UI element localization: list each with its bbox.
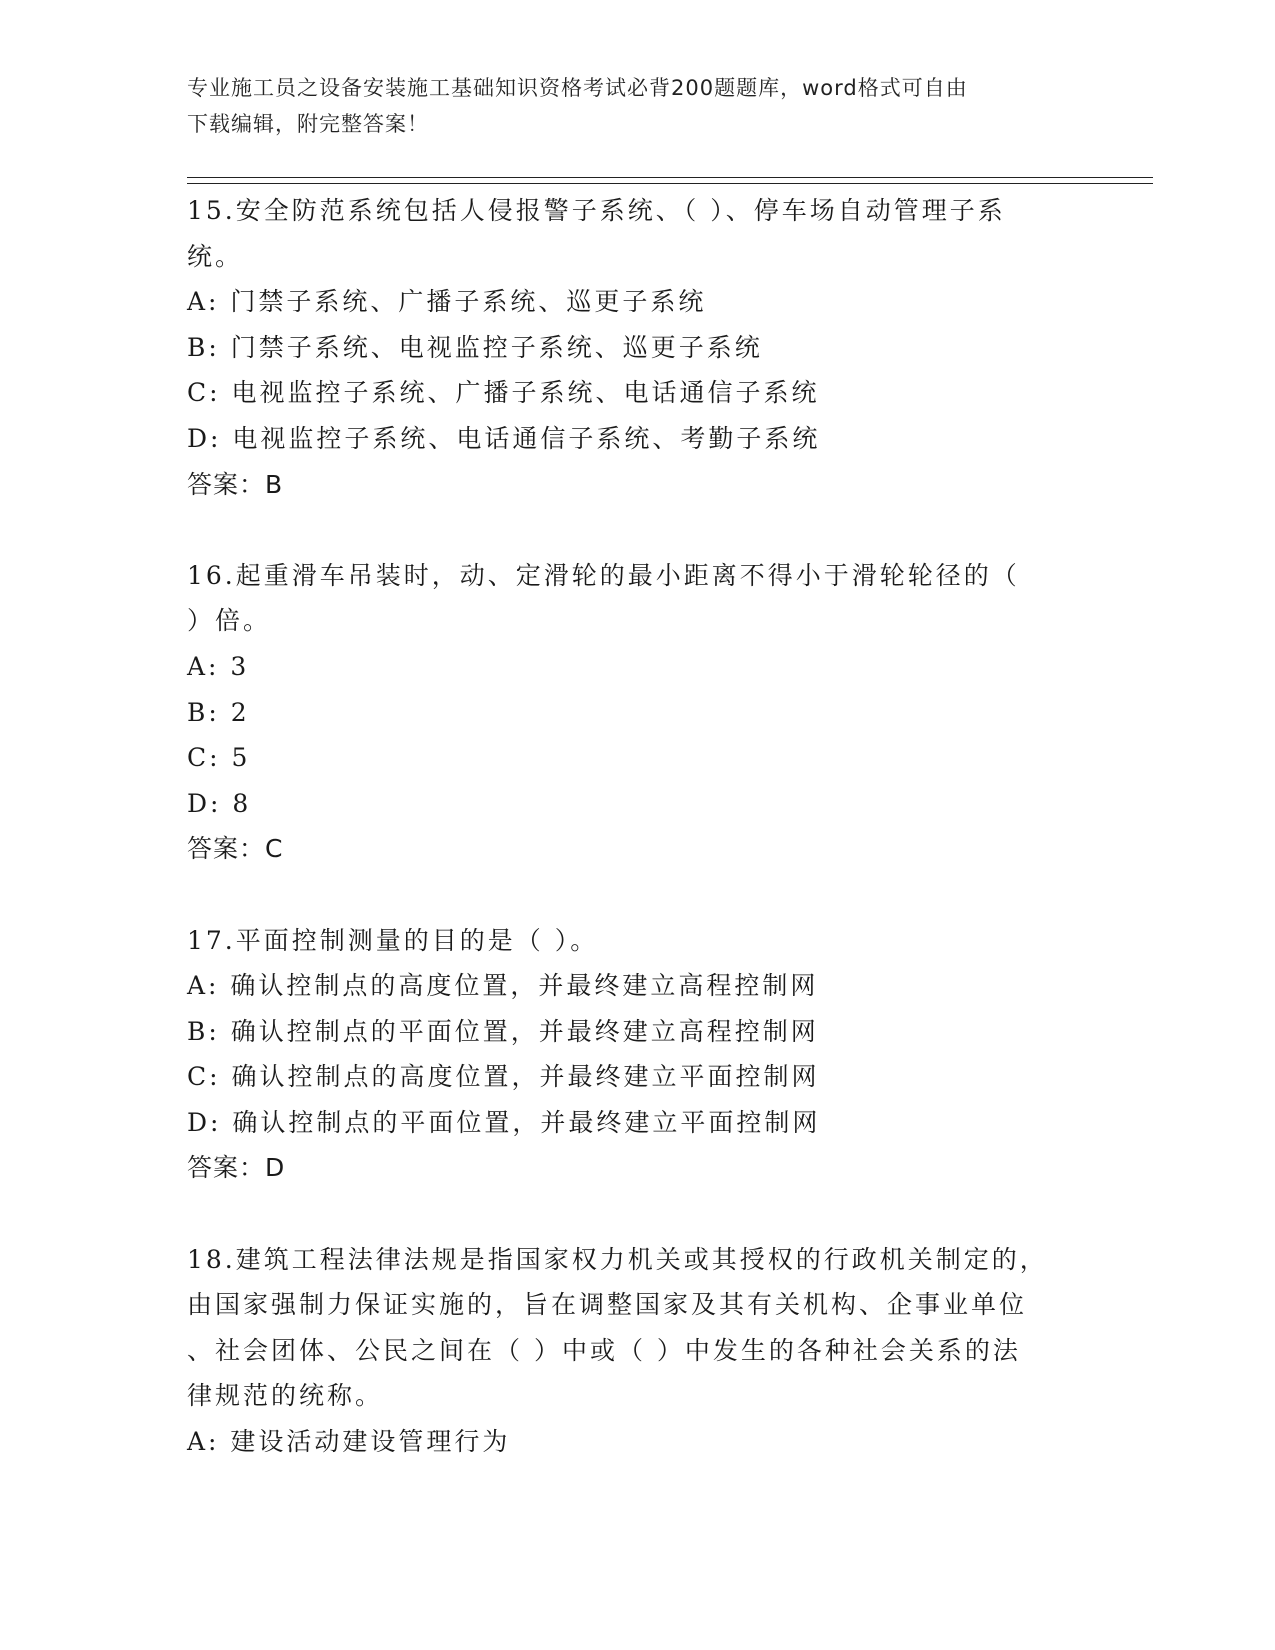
header-title-line-1: 专业施工员之设备安装施工基础知识资格考试必背200题题库，word格式可自由	[187, 76, 968, 100]
question-15	[187, 188, 1087, 507]
answer-label: 答案：B	[187, 469, 284, 499]
question-stem: 律规范的统称。	[187, 1381, 384, 1411]
question-list	[187, 188, 1087, 1465]
question-17	[187, 918, 1087, 1192]
option-b: B: 2	[187, 697, 250, 727]
question-stem: 17.平面控制测量的目的是（ ）。	[187, 925, 599, 955]
header-divider-bottom	[187, 183, 1153, 184]
answer-label: 答案：D	[187, 1153, 286, 1183]
option-a: A: 建设活动建设管理行为	[187, 1427, 511, 1457]
answer-label: 答案：C	[187, 834, 284, 864]
option-b: B: 门禁子系统、电视监控子系统、巡更子系统	[187, 332, 763, 362]
question-stem: 、社会团体、公民之间在（ ）中或（ ）中发生的各种社会关系的法	[187, 1335, 1021, 1365]
option-c: C: 5	[187, 743, 251, 773]
question-18	[187, 1237, 1087, 1465]
question-stem: 16.起重滑车吊装时，动、定滑轮的最小距离不得小于滑轮轮径的（	[187, 560, 1020, 590]
option-b: B: 确认控制点的平面位置，并最终建立高程控制网	[187, 1016, 819, 1046]
question-stem: 18.建筑工程法律法规是指国家权力机关或其授权的行政机关制定的，	[187, 1244, 1048, 1274]
option-a: A: 门禁子系统、广播子系统、巡更子系统	[187, 287, 707, 317]
question-stem: 由国家强制力保证实施的，旨在调整国家及其有关机构、企事业单位	[187, 1290, 1028, 1320]
option-a: A: 确认控制点的高度位置，并最终建立高程控制网	[187, 971, 819, 1001]
page-header	[187, 70, 1067, 142]
question-spacer	[187, 1191, 1087, 1237]
option-d: D: 电视监控子系统、电话通信子系统、考勤子系统	[187, 423, 821, 453]
question-16	[187, 553, 1087, 872]
question-spacer	[187, 872, 1087, 918]
option-d: D: 8	[187, 788, 252, 818]
option-c: C: 电视监控子系统、广播子系统、电话通信子系统	[187, 378, 820, 408]
header-divider-top	[187, 177, 1153, 178]
option-c: C: 确认控制点的高度位置，并最终建立平面控制网	[187, 1062, 820, 1092]
question-stem: ）倍。	[187, 606, 272, 636]
question-stem: 统。	[187, 241, 244, 271]
option-a: A: 3	[187, 651, 250, 681]
header-title-line-2: 下载编辑，附完整答案！	[187, 112, 429, 136]
question-stem: 15.安全防范系统包括人侵报警子系统、（ ）、停车场自动管理子系	[187, 196, 1006, 225]
question-spacer	[187, 507, 1087, 553]
option-d: D: 确认控制点的平面位置，并最终建立平面控制网	[187, 1107, 821, 1137]
